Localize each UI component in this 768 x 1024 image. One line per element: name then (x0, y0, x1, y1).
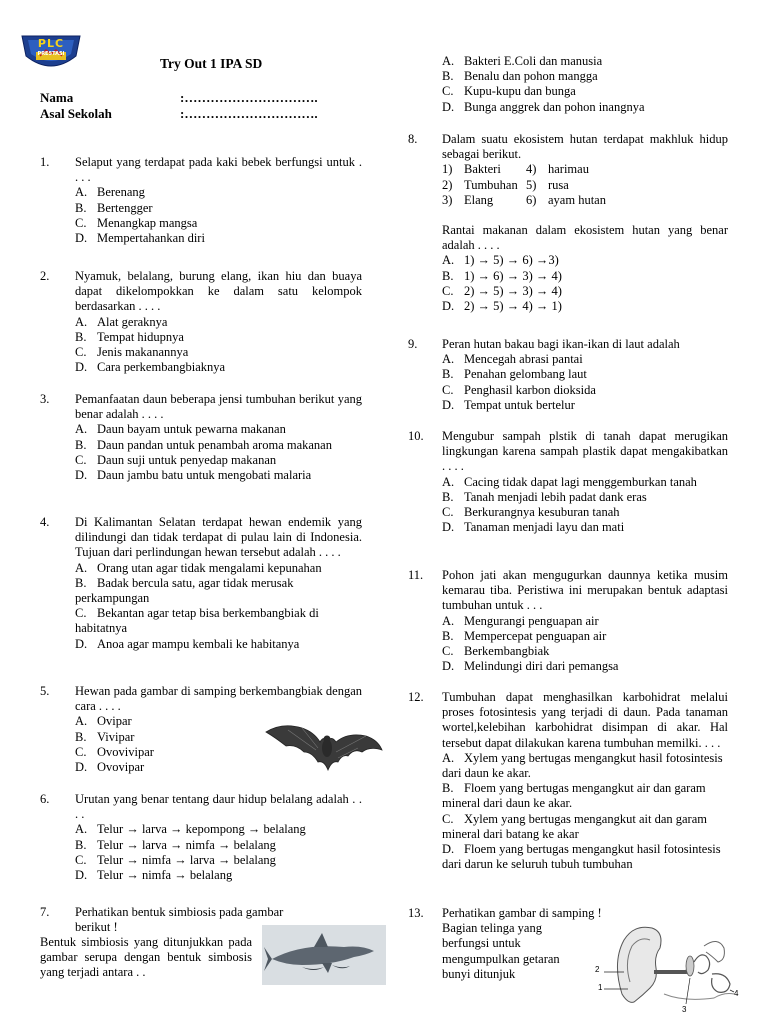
question-stem: Di Kalimantan Selatan terdapat hewan endemik yang dilindungi dan tidak terdapat di pulau lain di Indonesia. Tujuan dari perlindungan hewan tersebut adalah . . . . (75, 515, 362, 560)
organism-row-1: 1) Bakteri 4) harimau (442, 162, 589, 177)
option-c: C. 2) → 5) → 3) → 4) (442, 283, 562, 298)
organism-row-3: 3) Elang 6) ayam hutan (442, 192, 606, 207)
option-b: B. Penahan gelombang laut (442, 367, 587, 382)
ear-label-3: 3 (682, 1005, 687, 1014)
option-b: B. Tempat hidupnya (75, 329, 184, 344)
question-stem-continued: Rantai makanan dalam ekosistem hutan yang benar adalah . . . . (442, 223, 728, 253)
option-d: D. Bunga anggrek dan pohon inangnya (442, 99, 645, 114)
question-number: 12. (408, 690, 424, 704)
question-stem: Urutan yang benar tentang daur hidup belalang adalah . . . . (75, 792, 362, 822)
question-stem: Perhatikan bentuk simbiosis pada gambar berikut ! (75, 905, 284, 935)
option-a: A. Bakteri E.Coli dan manusia (442, 54, 603, 68)
option-d: D. Anoa agar mampu kembali ke habitanya (75, 636, 300, 651)
field-label-nama: Nama (40, 90, 74, 105)
option-d: D. Ovovipar (75, 760, 145, 775)
option-a: A. Daun bayam untuk pewarna makanan (75, 422, 286, 437)
option-a: A. Alat geraknya (75, 314, 168, 329)
option-d: D. Floem yang bertugas mengangkut hasil fotosintesis dari darun ke seluruh tubuh tumbuhan (442, 842, 721, 872)
question-number: 5. (40, 684, 50, 698)
field-label-asal-sekolah: Asal Sekolah (40, 106, 112, 121)
option-c: C. Penghasil karbon dioksida (442, 382, 596, 397)
question-stem: Nyamuk, belalang, burung elang, ikan hiu dan buaya dapat dikelompokkan ke dalam satu kelompok berdasarkan . . . . (75, 269, 362, 314)
option-b: B. Bertengger (75, 200, 153, 215)
question-stem: Perhatikan gambar di samping ! (442, 906, 602, 920)
question-stem: Hewan pada gambar di samping berkembangbiak dengan cara . . . . (75, 684, 362, 714)
question-number: 7. (40, 905, 50, 919)
option-a: A. Mengurangi penguapan air (442, 613, 599, 628)
option-c: C. Bekantan agar tetap bisa berkembangbiak di habitatnya (75, 606, 319, 636)
option-b: B. 1) → 6) → 3) → 4) (442, 268, 562, 283)
question-number: 4. (40, 515, 50, 529)
question-stem-continued: Bagian telinga yang berfungsi untuk mengumpulkan getaran bunyi ditunjuk (442, 921, 560, 981)
question-stem: Peran hutan bakau bagi ikan-ikan di laut adalah (442, 337, 680, 351)
page-title: Try Out 1 IPA SD (160, 56, 263, 71)
option-c: C. Berkurangnya kesuburan tanah (442, 505, 620, 520)
field-value-asal-sekolah: :…………………………. (180, 106, 318, 121)
option-a: A. Xylem yang bertugas mengangkut hasil fotosintesis dari daun ke akar. (442, 750, 723, 781)
option-b: B. Tanah menjadi lebih padat dank eras (442, 489, 647, 504)
ear-label-2: 2 (595, 965, 600, 974)
option-a: A. Mencegah abrasi pantai (442, 352, 583, 367)
question-stem-continued: Bentuk simbiosis yang ditunjukkan pada gambar serupa dengan bentuk simbosis yang terjadi antara . . (40, 935, 252, 980)
school-logo (18, 30, 84, 74)
option-c: C. Berkembangbiak (442, 644, 550, 659)
question-stem: Dalam suatu ekosistem hutan terdapat makhluk hidup sebagai berikut. (442, 132, 728, 162)
option-b: B. Badak bercula satu, agar tidak merusak perkampungan (75, 575, 294, 606)
question-number: 6. (40, 792, 50, 806)
option-b: B. Mempercepat penguapan air (442, 628, 607, 643)
ear-diagram-image (594, 922, 744, 1018)
question-stem: Mengubur sampah plstik di tanah dapat merugikan lingkungan karena sampah plastik dapat mengakibatkan . . . . (442, 429, 728, 474)
option-a: A. Ovipar (75, 714, 132, 729)
option-d: D. Mempertahankan diri (75, 231, 205, 246)
option-b: B. Vivipar (75, 729, 135, 744)
option-a: A. 1) → 5) → 6) →3) (442, 253, 559, 268)
question-stem: Pohon jati akan mengugurkan daunnya ketika musim kemarau tiba. Peristiwa ini merupakan bentuk adaptasi tumbuhan untuk . . . (442, 568, 728, 613)
question-7-options (442, 54, 728, 115)
ear-label-4: 4 (734, 989, 739, 998)
option-d: D. Daun jambu batu untuk mengobati malaria (75, 468, 312, 483)
option-d: D. 2) → 5) → 4) → 1) (442, 299, 562, 314)
option-b: B. Benalu dan pohon mangga (442, 69, 598, 84)
field-value-nama: :…………………………. (180, 90, 318, 105)
option-d: D. Tanaman menjadi layu dan mati (442, 520, 625, 535)
option-a: A. Telur → larva → kepompong → belalang (75, 822, 306, 837)
question-number: 9. (408, 337, 418, 351)
option-d: D. Melindungi diri dari pemangsa (442, 659, 619, 674)
question-stem: Tumbuhan dapat menghasilkan karbohidrat melalui proses fotosintesis yang terjadi di daun. Pada tanaman wortel,kelebihan karbohidrat disimpan di akar. Hal tersebut dapat dilakukan karena tumbuhan memilki. . . . (442, 690, 728, 750)
bat-image (262, 718, 384, 780)
option-c: C. Menangkap mangsa (75, 215, 198, 230)
question-stem: Selaput yang terdapat pada kaki bebek berfungsi untuk . . . . (75, 155, 362, 185)
option-c: C. Kupu-kupu dan bunga (442, 84, 576, 99)
option-c: C. Ovovivipar (75, 744, 154, 759)
logo-subtext: PRESTASI (37, 51, 65, 57)
question-number: 11. (408, 568, 424, 582)
option-d: D. Tempat untuk bertelur (442, 397, 575, 412)
logo-text: PLC (37, 37, 65, 50)
option-b: B. Daun pandan untuk penambah aroma makanan (75, 437, 332, 452)
option-c: C. Telur → nimfa → larva → belalang (75, 852, 276, 867)
option-c: C. Xylem yang bertugas mengangkut ait dan garam mineral dari batang ke akar (442, 811, 707, 841)
option-a: A. Orang utan agar tidak mengalami kepunahan (75, 560, 322, 575)
question-number: 1. (40, 155, 50, 169)
question-stem: Pemanfaatan daun beberapa jensi tumbuhan berikut yang benar adalah . . . . (75, 392, 362, 422)
option-d: D. Telur → nimfa → belalang (75, 868, 233, 883)
question-number: 10. (408, 429, 424, 443)
question-number: 8. (408, 132, 418, 146)
option-c: C. Daun suji untuk penyedap makanan (75, 452, 277, 467)
question-number: 3. (40, 392, 50, 406)
option-a: A. Berenang (75, 185, 145, 200)
option-b: B. Floem yang bertugas mengangkut air dan garam mineral dari daun ke akar. (442, 781, 706, 811)
question-number: 2. (40, 269, 50, 283)
question-number: 13. (408, 906, 424, 920)
option-d: D. Cara perkembangbiaknya (75, 360, 226, 375)
option-b: B. Telur → larva → nimfa → belalang (75, 837, 276, 852)
option-a: A. Cacing tidak dapat lagi menggemburkan tanah (442, 474, 697, 489)
option-c: C. Jenis makanannya (75, 345, 189, 360)
organism-row-2: 2) Tumbuhan 5) rusa (442, 177, 569, 192)
shark-remora-image (262, 925, 386, 985)
ear-label-1: 1 (598, 983, 603, 992)
